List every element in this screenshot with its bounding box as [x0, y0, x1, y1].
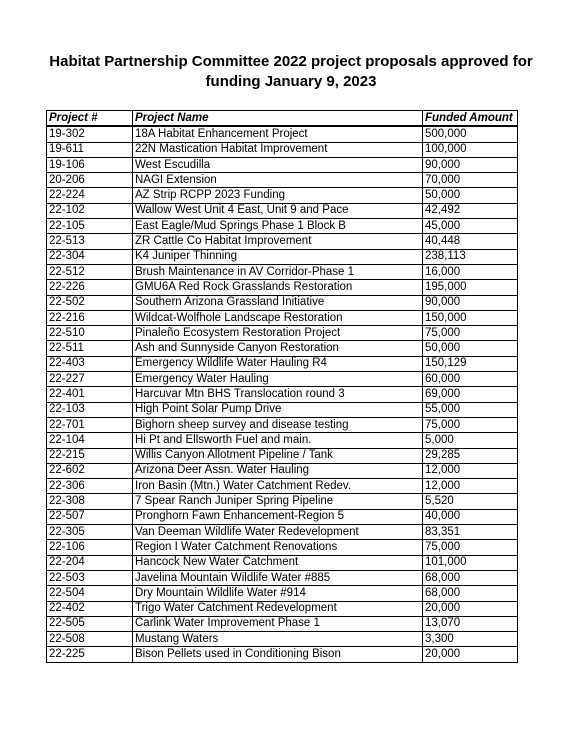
- project-number-cell: 19-611: [47, 142, 133, 157]
- project-number-cell: 22-507: [47, 509, 133, 524]
- project-number-cell: 22-227: [47, 372, 133, 387]
- table-row: [47, 173, 518, 188]
- project-number-cell: 22-510: [47, 326, 133, 341]
- project-name-cell: Iron Basin (Mtn.) Water Catchment Redev.: [133, 479, 423, 494]
- table-row: [47, 586, 518, 601]
- table-row: [47, 142, 518, 157]
- project-number-cell: 22-306: [47, 479, 133, 494]
- project-name-cell: High Point Solar Pump Drive: [133, 402, 423, 417]
- project-name-cell: Region I Water Catchment Renovations: [133, 540, 423, 555]
- funded-amount-cell: 12,000: [423, 479, 518, 494]
- table-row: [47, 264, 518, 279]
- project-name-cell: Emergency Wildlife Water Hauling R4: [133, 356, 423, 371]
- project-name-cell: ZR Cattle Co Habitat Improvement: [133, 234, 423, 249]
- column-header-project-number: Project #: [47, 111, 133, 127]
- project-name-cell: Arizona Deer Assn. Water Hauling: [133, 463, 423, 478]
- table-row: [47, 402, 518, 417]
- table-row: [47, 555, 518, 570]
- table-row: [47, 157, 518, 172]
- table-row: [47, 616, 518, 631]
- project-number-cell: 22-513: [47, 234, 133, 249]
- table-row: [47, 203, 518, 218]
- project-name-cell: 22N Mastication Habitat Improvement: [133, 142, 423, 157]
- table-row: [47, 601, 518, 616]
- table-row: [47, 310, 518, 325]
- funded-amount-cell: 29,285: [423, 448, 518, 463]
- project-number-cell: 22-508: [47, 632, 133, 647]
- funded-amount-cell: 45,000: [423, 219, 518, 234]
- project-name-cell: Emergency Water Hauling: [133, 372, 423, 387]
- project-number-cell: 22-701: [47, 417, 133, 432]
- project-name-cell: Trigo Water Catchment Redevelopment: [133, 601, 423, 616]
- funded-amount-cell: 42,492: [423, 203, 518, 218]
- project-number-cell: 22-106: [47, 540, 133, 555]
- project-number-cell: 22-512: [47, 264, 133, 279]
- project-name-cell: Wildcat-Wolfhole Landscape Restoration: [133, 310, 423, 325]
- table-row: [47, 417, 518, 432]
- project-number-cell: 22-102: [47, 203, 133, 218]
- funded-amount-cell: 238,113: [423, 249, 518, 264]
- table-row: [47, 326, 518, 341]
- table-row: [47, 387, 518, 402]
- project-number-cell: 22-402: [47, 601, 133, 616]
- table-header-row: [47, 111, 518, 127]
- project-name-cell: Harcuvar Mtn BHS Translocation round 3: [133, 387, 423, 402]
- funded-amount-cell: 75,000: [423, 540, 518, 555]
- project-name-cell: Hi Pt and Ellsworth Fuel and main.: [133, 433, 423, 448]
- funded-amount-cell: 5,000: [423, 433, 518, 448]
- table-row: [47, 249, 518, 264]
- funded-amount-cell: 150,129: [423, 356, 518, 371]
- project-name-cell: Brush Maintenance in AV Corridor-Phase 1: [133, 264, 423, 279]
- project-name-cell: K4 Juniper Thinning: [133, 249, 423, 264]
- funded-amount-cell: 75,000: [423, 326, 518, 341]
- project-number-cell: 22-224: [47, 188, 133, 203]
- project-number-cell: 22-305: [47, 525, 133, 540]
- funded-amount-cell: 20,000: [423, 647, 518, 662]
- table-row: [47, 126, 518, 142]
- project-name-cell: Carlink Water Improvement Phase 1: [133, 616, 423, 631]
- project-number-cell: 22-602: [47, 463, 133, 478]
- project-name-cell: Pinaleño Ecosystem Restoration Project: [133, 326, 423, 341]
- project-name-cell: Van Deeman Wildlife Water Redevelopment: [133, 525, 423, 540]
- project-number-cell: 22-502: [47, 295, 133, 310]
- project-number-cell: 22-511: [47, 341, 133, 356]
- table-row: [47, 341, 518, 356]
- project-number-cell: 22-504: [47, 586, 133, 601]
- title-line-2: funding January 9, 2023: [205, 73, 377, 90]
- funded-amount-cell: 90,000: [423, 295, 518, 310]
- funded-amount-cell: 50,000: [423, 188, 518, 203]
- funded-amount-cell: 75,000: [423, 417, 518, 432]
- project-number-cell: 19-302: [47, 126, 133, 142]
- project-name-cell: Dry Mountain Wildlife Water #914: [133, 586, 423, 601]
- table-row: [47, 509, 518, 524]
- project-number-cell: 20-206: [47, 173, 133, 188]
- project-name-cell: Wallow West Unit 4 East, Unit 9 and Pace: [133, 203, 423, 218]
- column-header-project-name: Project Name: [133, 111, 423, 127]
- funded-amount-cell: 69,000: [423, 387, 518, 402]
- funded-amount-cell: 40,000: [423, 509, 518, 524]
- table-row: [47, 234, 518, 249]
- funded-amount-cell: 16,000: [423, 264, 518, 279]
- funded-amount-cell: 101,000: [423, 555, 518, 570]
- project-number-cell: 22-226: [47, 280, 133, 295]
- funded-amount-cell: 50,000: [423, 341, 518, 356]
- table-row: [47, 525, 518, 540]
- table-row: [47, 433, 518, 448]
- funded-amount-cell: 150,000: [423, 310, 518, 325]
- funded-amount-cell: 83,351: [423, 525, 518, 540]
- project-name-cell: 7 Spear Ranch Juniper Spring Pipeline: [133, 494, 423, 509]
- table-row: [47, 570, 518, 585]
- project-name-cell: Javelina Mountain Wildlife Water #885: [133, 570, 423, 585]
- project-number-cell: 22-403: [47, 356, 133, 371]
- project-name-cell: AZ Strip RCPP 2023 Funding: [133, 188, 423, 203]
- funded-amount-cell: 20,000: [423, 601, 518, 616]
- project-number-cell: 22-215: [47, 448, 133, 463]
- table-row: [47, 280, 518, 295]
- project-name-cell: Hancock New Water Catchment: [133, 555, 423, 570]
- project-number-cell: 22-304: [47, 249, 133, 264]
- table-row: [47, 647, 518, 662]
- project-name-cell: Willis Canyon Allotment Pipeline / Tank: [133, 448, 423, 463]
- project-number-cell: 22-505: [47, 616, 133, 631]
- funded-amount-cell: 100,000: [423, 142, 518, 157]
- projects-table: [46, 110, 518, 663]
- project-number-cell: 22-503: [47, 570, 133, 585]
- project-name-cell: Ash and Sunnyside Canyon Restoration: [133, 341, 423, 356]
- table-row: [47, 479, 518, 494]
- table-row: [47, 632, 518, 647]
- column-header-funded-amount: Funded Amount: [423, 111, 518, 127]
- table-row: [47, 372, 518, 387]
- table-row: [47, 219, 518, 234]
- funded-amount-cell: 60,000: [423, 372, 518, 387]
- table-row: [47, 463, 518, 478]
- project-name-cell: NAGI Extension: [133, 173, 423, 188]
- table-row: [47, 188, 518, 203]
- project-number-cell: 22-401: [47, 387, 133, 402]
- funded-amount-cell: 70,000: [423, 173, 518, 188]
- project-number-cell: 22-308: [47, 494, 133, 509]
- funded-amount-cell: 5,520: [423, 494, 518, 509]
- project-number-cell: 19-106: [47, 157, 133, 172]
- project-name-cell: West Escudilla: [133, 157, 423, 172]
- project-number-cell: 22-104: [47, 433, 133, 448]
- table-row: [47, 295, 518, 310]
- title-line-1: Habitat Partnership Committee 2022 project proposals approved for: [49, 53, 533, 70]
- project-number-cell: 22-204: [47, 555, 133, 570]
- project-name-cell: 18A Habitat Enhancement Project: [133, 126, 423, 142]
- table-row: [47, 356, 518, 371]
- funded-amount-cell: 3,300: [423, 632, 518, 647]
- project-name-cell: Pronghorn Fawn Enhancement-Region 5: [133, 509, 423, 524]
- document-title: [0, 52, 582, 92]
- table-row: [47, 540, 518, 555]
- project-name-cell: Bighorn sheep survey and disease testing: [133, 417, 423, 432]
- funded-amount-cell: 195,000: [423, 280, 518, 295]
- project-name-cell: East Eagle/Mud Springs Phase 1 Block B: [133, 219, 423, 234]
- project-number-cell: 22-225: [47, 647, 133, 662]
- funded-amount-cell: 68,000: [423, 570, 518, 585]
- funded-amount-cell: 90,000: [423, 157, 518, 172]
- project-number-cell: 22-103: [47, 402, 133, 417]
- funded-amount-cell: 40,448: [423, 234, 518, 249]
- table-row: [47, 448, 518, 463]
- funded-amount-cell: 55,000: [423, 402, 518, 417]
- project-name-cell: Bison Pellets used in Conditioning Bison: [133, 647, 423, 662]
- project-name-cell: GMU6A Red Rock Grasslands Restoration: [133, 280, 423, 295]
- project-number-cell: 22-216: [47, 310, 133, 325]
- funded-amount-cell: 500,000: [423, 126, 518, 142]
- funded-amount-cell: 12,000: [423, 463, 518, 478]
- project-number-cell: 22-105: [47, 219, 133, 234]
- funded-amount-cell: 68,000: [423, 586, 518, 601]
- table-row: [47, 494, 518, 509]
- project-name-cell: Mustang Waters: [133, 632, 423, 647]
- funded-amount-cell: 13,070: [423, 616, 518, 631]
- project-name-cell: Southern Arizona Grassland Initiative: [133, 295, 423, 310]
